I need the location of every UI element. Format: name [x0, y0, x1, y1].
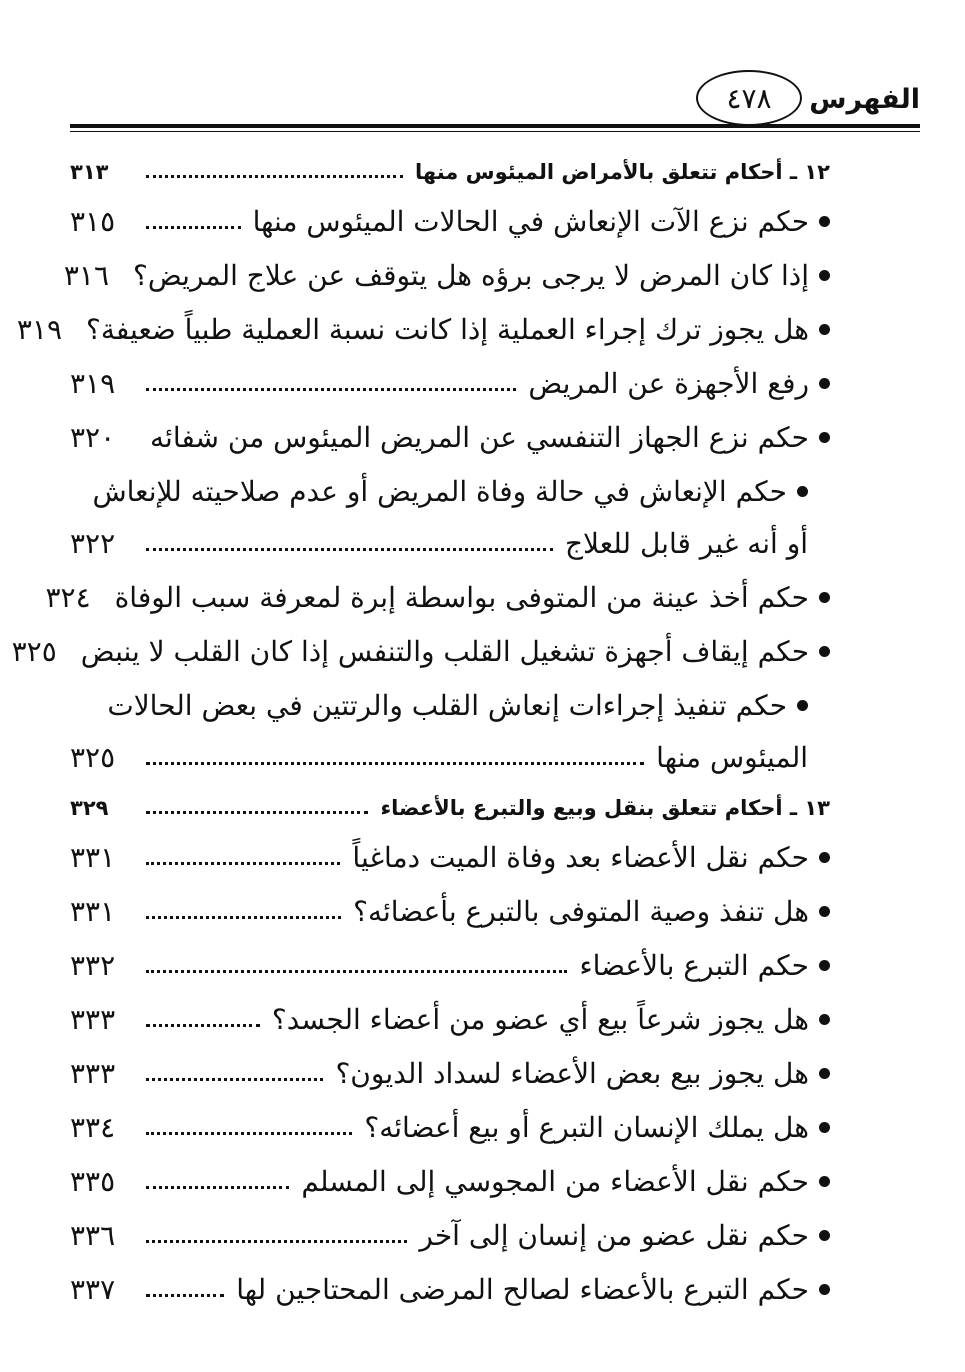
bullet-icon	[819, 216, 830, 227]
entry-page: ٣٣٣	[70, 1003, 116, 1036]
toc-entry	[70, 188, 830, 242]
toc-entry	[70, 404, 830, 458]
toc-entry	[11, 618, 830, 672]
dot-leader	[146, 1024, 260, 1027]
entry-page: ٣٣٤	[70, 1111, 116, 1144]
page-number-oval	[696, 70, 802, 126]
header-rule-thin	[70, 131, 920, 132]
dot-leader	[146, 175, 403, 178]
bullet-icon	[819, 592, 830, 603]
toc-entry	[63, 242, 830, 296]
toc-entry-multiline	[70, 458, 830, 510]
entry-title: حكم نقل عضو من إنسان إلى آخر	[419, 1219, 809, 1252]
bullet-icon	[819, 852, 830, 863]
toc-entry	[70, 1094, 830, 1148]
dot-leader	[146, 970, 567, 973]
entry-title: إذا كان المرض لا يرجى برؤه هل يتوقف عن علاج المريض؟	[132, 259, 809, 292]
bullet-icon	[797, 486, 808, 497]
toc-entry	[70, 932, 830, 986]
dot-leader	[146, 388, 516, 391]
toc-entry-continuation	[70, 510, 830, 564]
page-number: ٤٧٨	[726, 81, 772, 115]
entry-page: ٣٣٧	[70, 1273, 116, 1306]
section-page: ٣٢٩	[70, 796, 109, 820]
entry-title: حكم نقل الأعضاء من المجوسي إلى المسلم	[301, 1165, 809, 1198]
entry-page: ٣٣٦	[70, 1219, 116, 1252]
toc-entry	[45, 564, 830, 618]
entry-page: ٣٢٢	[70, 527, 116, 560]
entry-title: هل يجوز بيع بعض الأعضاء لسداد الديون؟	[335, 1057, 809, 1090]
entry-page: ٣٣١	[70, 841, 116, 874]
entry-page: ٣٣٣	[70, 1057, 116, 1090]
toc-entry	[70, 1040, 830, 1094]
bullet-icon	[819, 270, 830, 281]
entry-title: هل يجوز ترك إجراء العملية إذا كانت نسبة العملية طبياً ضعيفة؟	[86, 313, 809, 346]
entry-title-line1: حكم تنفيذ إجراءات إنعاش القلب والرتتين في بعض الحالات	[107, 689, 787, 722]
bullet-icon	[819, 1284, 830, 1295]
dot-leader	[146, 548, 553, 551]
entry-page: ٣٣٥	[70, 1165, 116, 1198]
dot-leader	[146, 1132, 352, 1135]
entry-title: حكم التبرع بالأعضاء لصالح المرضى المحتاجين لها	[236, 1273, 809, 1306]
entry-page: ٣١٥	[70, 205, 116, 238]
section-title: ١٣ ـ أحكام تتعلق بنقل وبيع والتبرع بالأعضاء	[380, 796, 830, 820]
header-rule	[70, 124, 920, 128]
entry-page: ٣٢٤	[45, 581, 91, 614]
bullet-icon	[819, 1176, 830, 1187]
entry-title-line2: الميئوس منها	[656, 741, 808, 774]
toc-entry	[70, 1148, 830, 1202]
bullet-icon	[819, 1230, 830, 1241]
bullet-icon	[819, 1014, 830, 1025]
entry-title: حكم أخذ عينة من المتوفى بواسطة إبرة لمعرفة سبب الوفاة	[114, 581, 809, 614]
dot-leader	[146, 1294, 224, 1297]
entry-title: حكم نقل الأعضاء بعد وفاة الميت دماغياً	[352, 841, 809, 874]
entry-title-line1: حكم الإنعاش في حالة وفاة المريض أو عدم صلاحيته للإنعاش	[92, 475, 787, 508]
bullet-icon	[819, 378, 830, 389]
toc-entry	[16, 296, 830, 350]
entry-title: هل يجوز شرعاً بيع أي عضو من أعضاء الجسد؟	[271, 1003, 809, 1036]
toc-entry	[70, 986, 830, 1040]
entry-page: ٣٣١	[70, 895, 116, 928]
entry-title: هل تنفذ وصية المتوفى بالتبرع بأعضائه؟	[353, 895, 809, 928]
entry-page: ٣٢٠	[70, 421, 116, 454]
entry-page: ٣١٦	[63, 259, 109, 292]
entry-title: هل يملك الإنسان التبرع أو بيع أعضائه؟	[364, 1111, 809, 1144]
dot-leader	[146, 811, 368, 814]
running-title: الفهرس	[809, 84, 920, 115]
entry-title: حكم نزع الجهاز التنفسي عن المريض الميئوس من شفائه	[150, 421, 809, 454]
toc-entry	[70, 350, 830, 404]
bullet-icon	[819, 960, 830, 971]
dot-leader	[146, 1078, 323, 1081]
entry-title: حكم التبرع بالأعضاء	[579, 949, 809, 982]
toc-entry	[70, 1202, 830, 1256]
entry-title: حكم إيقاف أجهزة تشغيل القلب والتنفس إذا كان القلب لا ينبض	[80, 635, 809, 668]
dot-leader	[146, 1186, 289, 1189]
toc-section-heading	[70, 142, 830, 188]
entry-title-line2: أو أنه غير قابل للعلاج	[564, 527, 808, 560]
page-header	[70, 70, 920, 140]
entry-title: حكم نزع الآت الإنعاش في الحالات الميئوس منها	[252, 205, 809, 238]
entry-page: ٣٣٢	[70, 949, 116, 982]
entry-page: ٣١٩	[70, 367, 116, 400]
toc-section-heading	[70, 778, 830, 824]
dot-leader	[146, 762, 644, 765]
bullet-icon	[819, 432, 830, 443]
bullet-icon	[819, 906, 830, 917]
bullet-icon	[819, 1122, 830, 1133]
dot-leader	[146, 226, 241, 229]
toc-entry	[70, 878, 830, 932]
toc-entry	[70, 824, 830, 878]
dot-leader	[146, 916, 341, 919]
toc-entry-continuation	[70, 724, 830, 778]
entry-title: رفع الأجهزة عن المريض	[528, 367, 809, 400]
table-of-contents	[11, 142, 830, 1310]
toc-entry	[70, 1256, 830, 1310]
dot-leader	[146, 1240, 407, 1243]
bullet-icon	[819, 324, 830, 335]
bullet-icon	[819, 646, 830, 657]
dot-leader	[146, 862, 340, 865]
entry-page: ٣٢٥	[70, 741, 116, 774]
entry-page: ٣٢٥	[11, 635, 57, 668]
section-page: ٣١٣	[70, 160, 109, 184]
entry-page: ٣١٩	[16, 313, 62, 346]
bullet-icon	[797, 700, 808, 711]
toc-entry-multiline	[70, 672, 830, 724]
bullet-icon	[819, 1068, 830, 1079]
section-title: ١٢ ـ أحكام تتعلق بالأمراض الميئوس منها	[414, 160, 830, 184]
